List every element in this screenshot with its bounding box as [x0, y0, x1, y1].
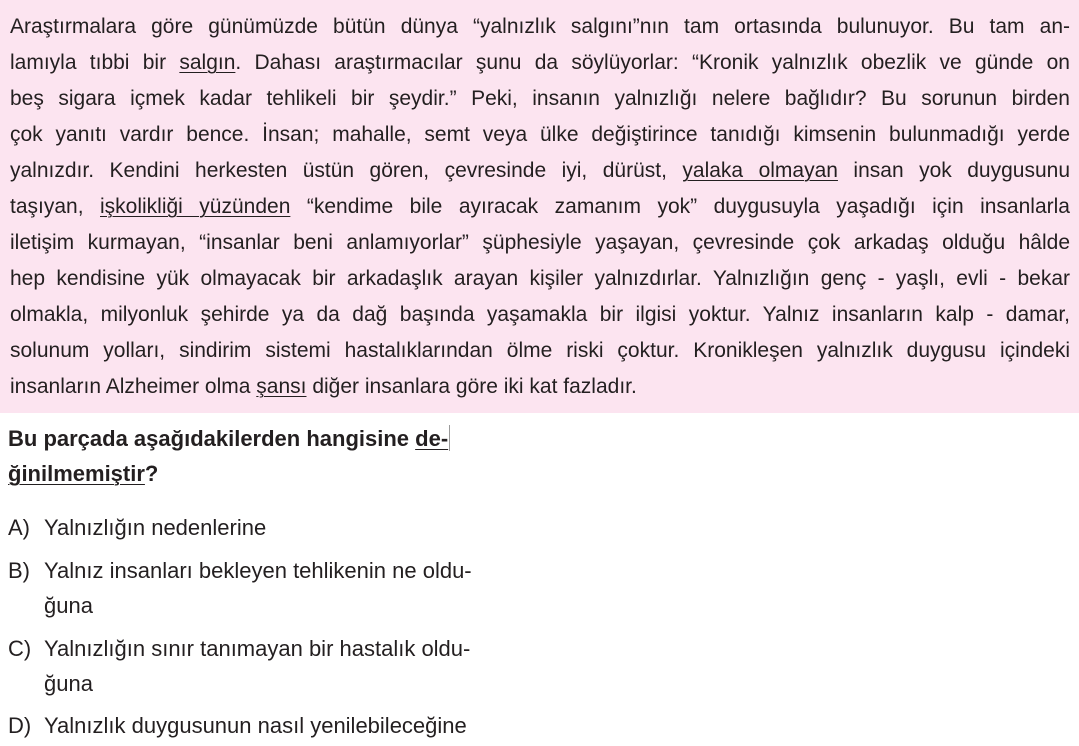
passage-line	[10, 122, 1070, 148]
passage-text-segment: hep kendisine yük olmayacak bir arkadaşlık arayan kişiler yalnızdırlar. Yalnızlığın genç - yaşlı, evli - bekar	[10, 267, 1070, 290]
option-b-text: Yalnız insanları bekleyen tehlikenin ne oldu-	[44, 558, 472, 583]
question-line-1	[8, 425, 450, 453]
option-a[interactable]	[8, 514, 266, 542]
passage-text-segment: “kendime bile ayıracak zamanım yok” duygusuyla yaşadığı için insanlarla	[290, 195, 1070, 218]
passage-text-segment: lamıyla tıbbi bir	[10, 51, 180, 74]
passage-line	[10, 158, 1070, 184]
question-mark: ?	[144, 461, 159, 486]
option-a-letter: A)	[8, 515, 30, 540]
option-b-letter: B)	[8, 558, 30, 583]
question-line-2	[8, 460, 158, 488]
option-a-text: Yalnızlığın nedenlerine	[44, 515, 267, 540]
passage-text-segment: beş sigara içmek kadar tehlikeli bir şeydir.” Peki, insanın yalnızlığı nelere bağlıdır? Bu sorunun birden	[10, 87, 1070, 110]
passage-line	[10, 302, 1070, 328]
passage-text-segment: insanların Alzheimer olma	[10, 375, 257, 398]
question-text: Bu parçada aşağıdakilerden hangisine	[8, 426, 416, 451]
underlined-phrase: şansı	[256, 375, 307, 398]
option-c-continuation: ğuna	[44, 671, 93, 696]
question-underlined-part-1: de-	[415, 426, 449, 451]
underlined-phrase: işkolikliği yüzünden	[100, 195, 291, 218]
passage-text-segment: . Dahası araştırmacılar şunu da söylüyorlar: “Kronik yalnızlık obezlik ve günde on	[235, 51, 1070, 74]
passage-text-segment: çok yanıtı vardır bence. İnsan; mahalle, semt veya ülke değiştirince tanıdığı kimsenin bulunmadığı yerde	[10, 123, 1070, 146]
option-d-letter: D)	[8, 713, 32, 738]
passage-line	[10, 266, 1070, 292]
passage-line	[10, 14, 1070, 40]
passage-text-segment: solunum yolları, sindirim sistemi hastalıklarından ölme riski çoktur. Kronikleşen yalnızlık duygusu içindeki	[10, 339, 1070, 362]
option-d[interactable]	[8, 712, 467, 740]
option-c-letter: C)	[8, 636, 32, 661]
option-c[interactable]	[8, 635, 470, 663]
option-b-continuation: ğuna	[44, 593, 93, 618]
passage-text-segment: Araştırmalara göre günümüzde bütün dünya “yalnızlık salgını”nın tam ortasında bulunuyor. Bu tam an-	[10, 15, 1070, 38]
question-underlined-part-2: ğinilmemiştir	[8, 461, 145, 486]
option-b[interactable]	[8, 557, 472, 585]
passage-text-segment: yalnızdır. Kendini herkesten üstün gören, çevresinde iyi, dürüst,	[10, 159, 683, 182]
passage-text-segment: iletişim kurmayan, “insanlar beni anlamıyorlar” şüphesiyle yaşayan, çevresinde çok arkadaş olduğu hâlde	[10, 231, 1070, 254]
passage-line	[10, 338, 1070, 364]
passage-text-segment: diğer insanlara göre iki kat fazladır.	[306, 375, 637, 398]
underlined-phrase: yalaka olmayan	[682, 159, 838, 182]
passage-line	[10, 374, 637, 400]
passage-line	[10, 194, 1070, 220]
passage-text-segment: taşıyan,	[10, 195, 100, 218]
passage-line	[10, 86, 1070, 112]
passage-line	[10, 230, 1070, 256]
underlined-phrase: salgın	[179, 51, 236, 74]
option-c-text: Yalnızlığın sınır tanımayan bir hastalık oldu-	[44, 636, 471, 661]
text-cursor	[449, 425, 450, 451]
passage-line	[10, 50, 1070, 76]
passage-text-segment: olmakla, milyonluk şehirde ya da dağ başında yaşamakla bir ilgisi yoktur. Yalnız insanların kalp - damar,	[10, 303, 1070, 326]
option-d-text: Yalnızlık duygusunun nasıl yenilebileceğine	[44, 713, 467, 738]
passage-text-segment: insan yok duygusunu	[837, 159, 1070, 182]
